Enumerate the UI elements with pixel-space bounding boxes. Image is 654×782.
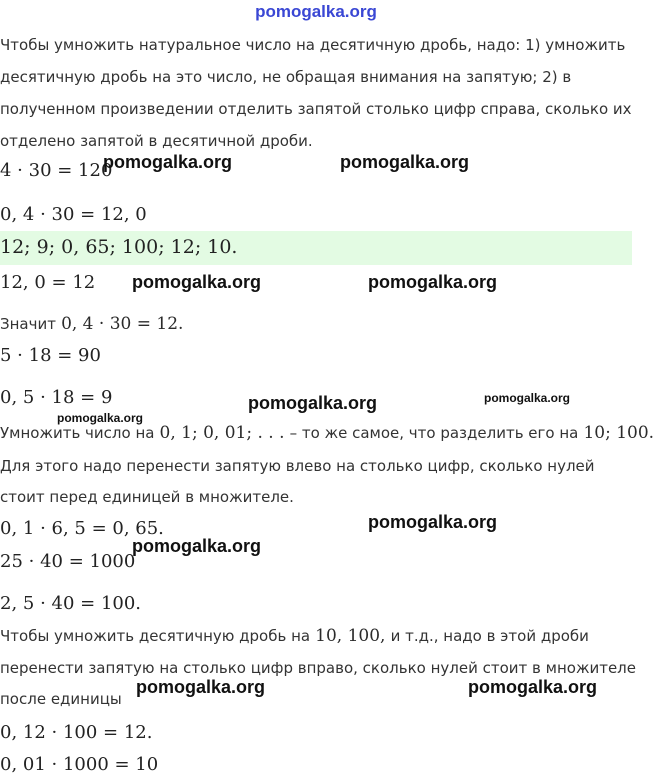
rule2-text: Умножить число на — [0, 424, 155, 442]
rule3-line1 — [0, 626, 589, 646]
watermark: pomogalka.org — [368, 272, 498, 292]
watermark: pomogalka.org — [136, 677, 266, 697]
rule3-text: Чтобы умножить десятичную дробь на — [0, 627, 311, 645]
equation-1: 4 · 30 = 120 — [0, 160, 113, 181]
equation-9: 0, 12 · 100 = 12. — [0, 722, 153, 743]
rule2-line3: стоит перед единицей в множителе. — [0, 488, 294, 506]
rule2-line1 — [0, 423, 654, 443]
conclusion-math: 0, 4 · 30 = 12. — [61, 314, 184, 334]
equation-2: 0, 4 · 30 = 12, 0 — [0, 204, 147, 225]
equation-4: 5 · 18 = 90 — [0, 345, 101, 366]
equation-8: 2, 5 · 40 = 100. — [0, 593, 142, 614]
watermark: pomogalka.org — [132, 272, 262, 292]
rule3-text: и т.д., надо в этой дроби — [390, 627, 589, 645]
watermark: pomogalka.org — [103, 152, 233, 172]
intro-line: отделено запятой в десятичной дроби. — [0, 132, 313, 150]
equation-10: 0, 01 · 1000 = 10 — [0, 754, 159, 775]
rule3-math: 10, 100, — [315, 626, 386, 646]
watermark: pomogalka.org — [484, 391, 571, 405]
equation-3: 12, 0 = 12 — [0, 272, 96, 293]
watermark: pomogalka.org — [248, 393, 378, 413]
conclusion-line — [0, 314, 183, 334]
highlighted-answer: 12; 9; 0, 65; 100; 12; 10. — [0, 236, 238, 258]
watermark: pomogalka.org — [132, 536, 262, 556]
rule3-line3: после единицы — [0, 690, 122, 708]
watermark: pomogalka.org — [57, 411, 144, 425]
header-watermark: pomogalka.org — [255, 2, 377, 21]
rule2-math: 0, 1; 0, 01; . . . — [159, 423, 285, 443]
rule2-text: – то же самое, что разделить его на — [289, 424, 579, 442]
intro-line: полученном произведении отделить запятой столько цифр справа, сколько их — [0, 100, 632, 118]
watermark: pomogalka.org — [340, 152, 470, 172]
rule2-line2: Для этого надо перенести запятую влево на столько цифр, сколько нулей — [0, 457, 595, 475]
equation-6: 0, 1 · 6, 5 = 0, 65. — [0, 518, 164, 539]
rule3-line2: перенести запятую на столько цифр вправо, сколько нулей стоит в множителе — [0, 659, 636, 677]
intro-line: Чтобы умножить натуральное число на десятичную дробь, надо: 1) умножить — [0, 36, 626, 54]
equation-5: 0, 5 · 18 = 9 — [0, 387, 113, 408]
watermark: pomogalka.org — [468, 677, 598, 697]
watermark: pomogalka.org — [368, 512, 498, 532]
intro-paragraph — [0, 29, 632, 157]
equation-7: 25 · 40 = 1000 — [0, 551, 136, 572]
rule2-math: 10; 100. — [583, 423, 654, 443]
conclusion-prefix: Значит — [0, 315, 56, 333]
intro-line: десятичную дробь на это число, не обращая внимания на запятую; 2) в — [0, 68, 572, 86]
